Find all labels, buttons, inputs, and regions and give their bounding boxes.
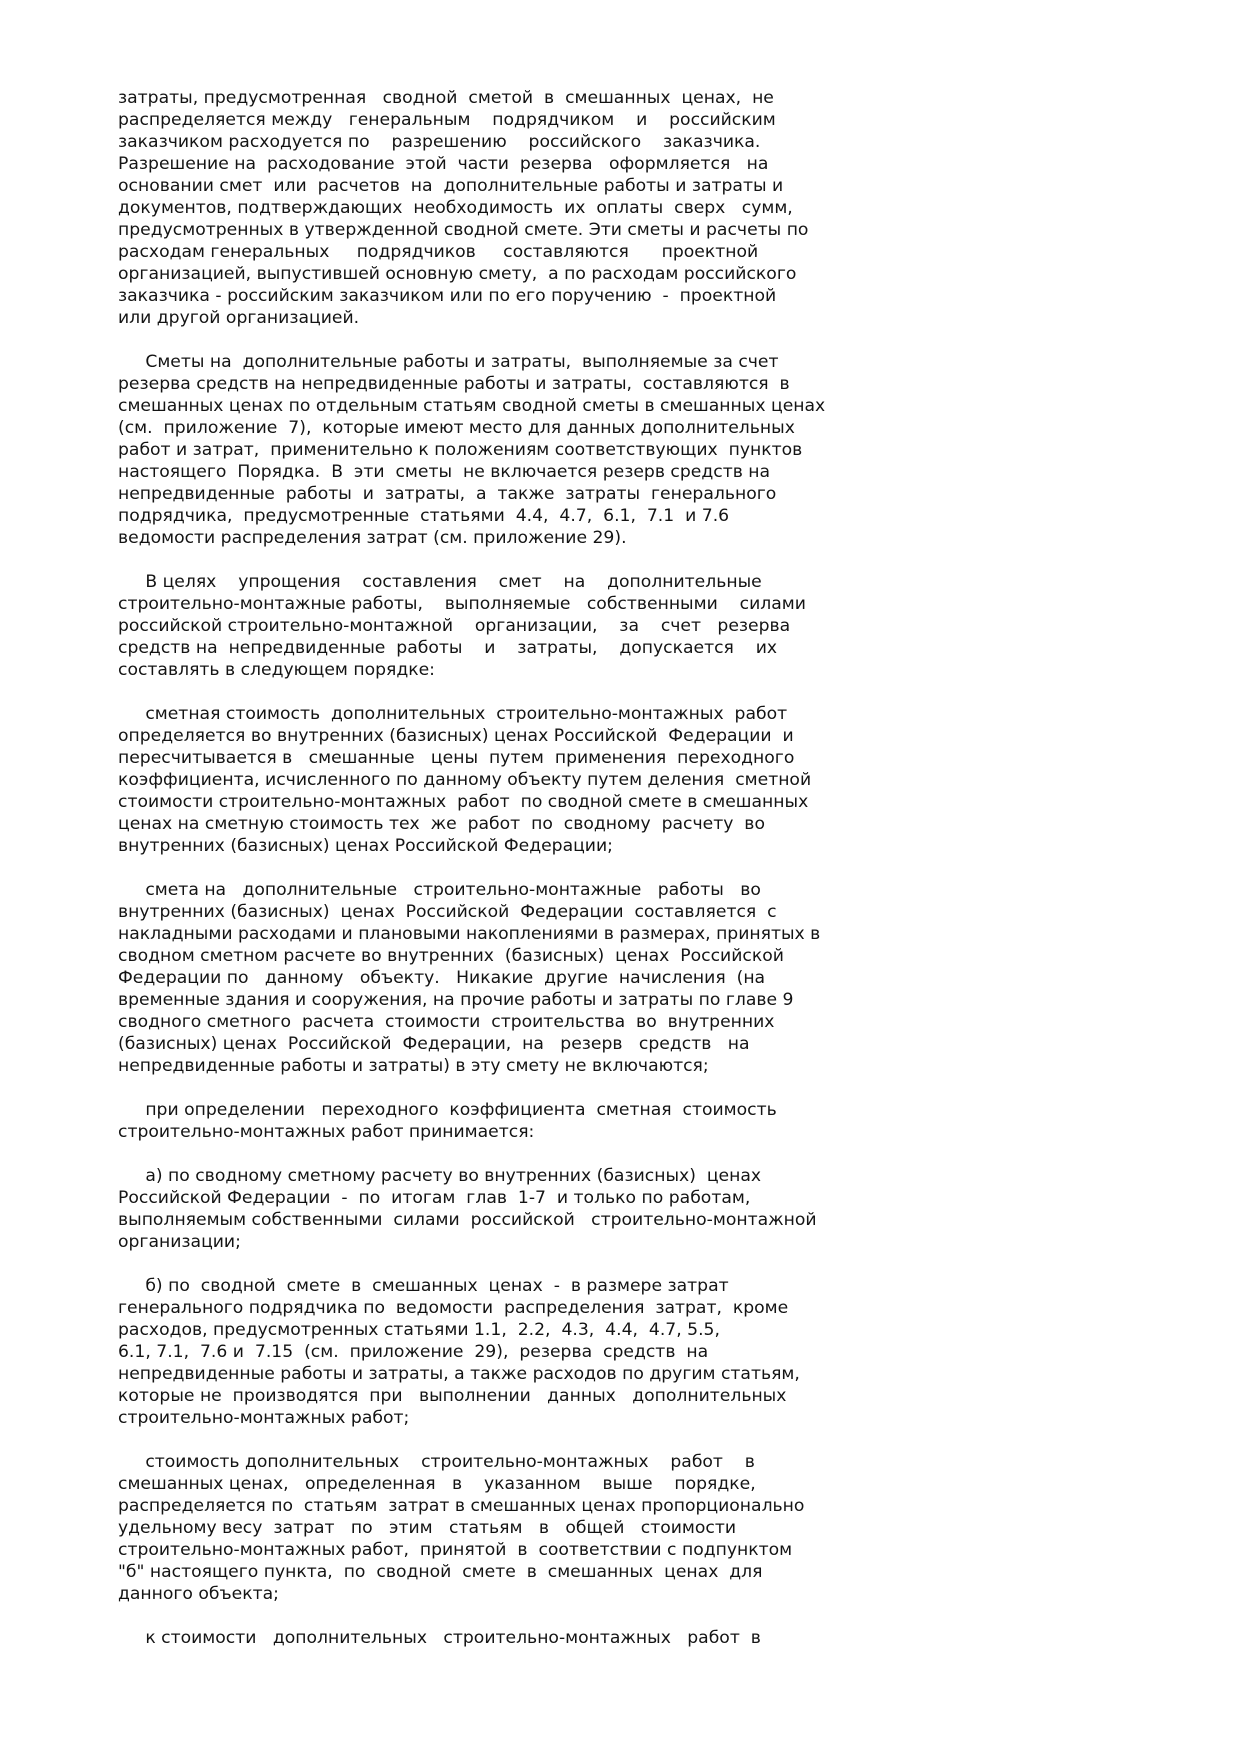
text-line: предусмотренных в утвержденной сводной смете. Эти сметы и расчеты по [118,220,809,240]
text-line: затраты, предусмотренная сводной сметой в смешанных ценах, не [118,88,774,108]
paragraph [118,703,1118,857]
text-line: распределяется по статьям затрат в смешанных ценах пропорционально [118,1496,805,1516]
text-line: накладными расходами и плановыми накоплениями в размерах, принятых в [118,924,821,944]
text-line: заказчика - российским заказчиком или по его поручению - проектной [118,286,777,306]
paragraph [118,1275,1118,1429]
text-line: данного объекта; [118,1584,279,1604]
paragraph-gap [118,1605,1118,1627]
text-line: распределяется между генеральным подрядчиком и российским [118,110,776,130]
text-line: внутренних (базисных) ценах Российской Федерации; [118,836,613,856]
text-line: удельному весу затрат по этим статьям в общей стоимости [118,1518,737,1538]
text-line: смешанных ценах по отдельным статьям сводной сметы в смешанных ценах [118,396,826,416]
text-line: заказчиком расходуется по разрешению российского заказчика. [118,132,761,152]
text-line: настоящего Порядка. В эти сметы не включается резерв средств на [118,462,771,482]
text-line: строительно-монтажных работ; [118,1408,410,1428]
text-line: строительно-монтажных работ принимается: [118,1122,535,1142]
paragraph [118,879,1118,1077]
text-line: расходов, предусмотренных статьями 1.1, 2.2, 4.3, 4.4, 4.7, 5.5, [118,1320,720,1340]
paragraph [118,87,1118,329]
text-line: строительно-монтажные работы, выполняемые собственными силами [118,594,806,614]
paragraph-gap [118,549,1118,571]
text-line: строительно-монтажных работ, принятой в соответствии с подпунктом [118,1540,793,1560]
text-line: смета на дополнительные строительно-монтажные работы во [118,880,761,900]
text-line: Российской Федерации - по итогам глав 1-7 и только по работам, [118,1188,751,1208]
text-line: Разрешение на расходование этой части резерва оформляется на [118,154,769,174]
text-line: резерва средств на непредвиденные работы и затраты, составляются в [118,374,790,394]
document-text [118,87,1118,1649]
text-line: подрядчика, предусмотренные статьями 4.4, 4.7, 6.1, 7.1 и 7.6 [118,506,730,526]
text-line: Сметы на дополнительные работы и затраты, выполняемые за счет [118,352,779,372]
text-line: (см. приложение 7), которые имеют место для данных дополнительных [118,418,795,438]
paragraph-gap [118,681,1118,703]
text-line: а) по сводному сметному расчету во внутренних (базисных) ценах [118,1166,762,1186]
text-line: основании смет или расчетов на дополнительные работы и затраты и [118,176,784,196]
text-line: сводного сметного расчета стоимости строительства во внутренних [118,1012,775,1032]
text-line: б) по сводной смете в смешанных ценах - в размере затрат [118,1276,729,1296]
text-line: к стоимости дополнительных строительно-монтажных работ в [118,1628,761,1648]
paragraph [118,1165,1118,1253]
paragraph [118,1627,1118,1649]
text-line: непредвиденные работы и затраты) в эту смету не включаются; [118,1056,709,1076]
text-line: "б" настоящего пункта, по сводной смете в смешанных ценах для [118,1562,763,1582]
text-line: составлять в следующем порядке: [118,660,435,680]
text-line: непредвиденные работы и затраты, а также расходов по другим статьям, [118,1364,800,1384]
paragraph [118,1451,1118,1605]
text-line: при определении переходного коэффициента сметная стоимость [118,1100,777,1120]
text-line: пересчитывается в смешанные цены путем применения переходного [118,748,795,768]
text-line: расходам генеральных подрядчиков составляются проектной [118,242,759,262]
text-line: сметная стоимость дополнительных строительно-монтажных работ [118,704,788,724]
text-line: российской строительно-монтажной организации, за счет резерва [118,616,791,636]
text-line: или другой организацией. [118,308,360,328]
text-line: временные здания и сооружения, на прочие работы и затраты по главе 9 [118,990,794,1010]
text-line: ценах на сметную стоимость тех же работ по сводному расчету во [118,814,765,834]
text-line: средств на непредвиденные работы и затраты, допускается их [118,638,778,658]
text-line: генерального подрядчика по ведомости распределения затрат, кроме [118,1298,789,1318]
text-line: стоимости строительно-монтажных работ по сводной смете в смешанных [118,792,809,812]
paragraph [118,1099,1118,1143]
text-line: которые не производятся при выполнении данных дополнительных [118,1386,787,1406]
text-line: документов, подтверждающих необходимость их оплаты сверх сумм, [118,198,793,218]
text-line: коэффициента, исчисленного по данному объекту путем деления сметной [118,770,812,790]
text-line: (базисных) ценах Российской Федерации, на резерв средств на [118,1034,750,1054]
text-line: непредвиденные работы и затраты, а также затраты генерального [118,484,777,504]
text-line: ведомости распределения затрат (см. приложение 29). [118,528,627,548]
paragraph-gap [118,1143,1118,1165]
text-line: стоимость дополнительных строительно-монтажных работ в [118,1452,755,1472]
paragraph-gap [118,1429,1118,1451]
text-line: организации; [118,1232,241,1252]
paragraph-gap [118,329,1118,351]
text-line: Федерации по данному объекту. Никакие другие начисления (на [118,968,766,988]
text-line: В целях упрощения составления смет на дополнительные [118,572,762,592]
text-line: внутренних (базисных) ценах Российской Федерации составляется с [118,902,777,922]
text-line: определяется во внутренних (базисных) ценах Российской Федерации и [118,726,794,746]
paragraph [118,571,1118,681]
paragraph-gap [118,1077,1118,1099]
paragraph-gap [118,857,1118,879]
text-line: сводном сметном расчете во внутренних (базисных) ценах Российской [118,946,784,966]
text-line: 6.1, 7.1, 7.6 и 7.15 (см. приложение 29), резерва средств на [118,1342,709,1362]
text-line: смешанных ценах, определенная в указанном выше порядке, [118,1474,756,1494]
text-line: организацией, выпустившей основную смету, а по расходам российского [118,264,797,284]
text-line: работ и затрат, применительно к положениям соответствующих пунктов [118,440,803,460]
text-line: выполняемым собственными силами российской строительно-монтажной [118,1210,817,1230]
paragraph-gap [118,1253,1118,1275]
paragraph [118,351,1118,549]
